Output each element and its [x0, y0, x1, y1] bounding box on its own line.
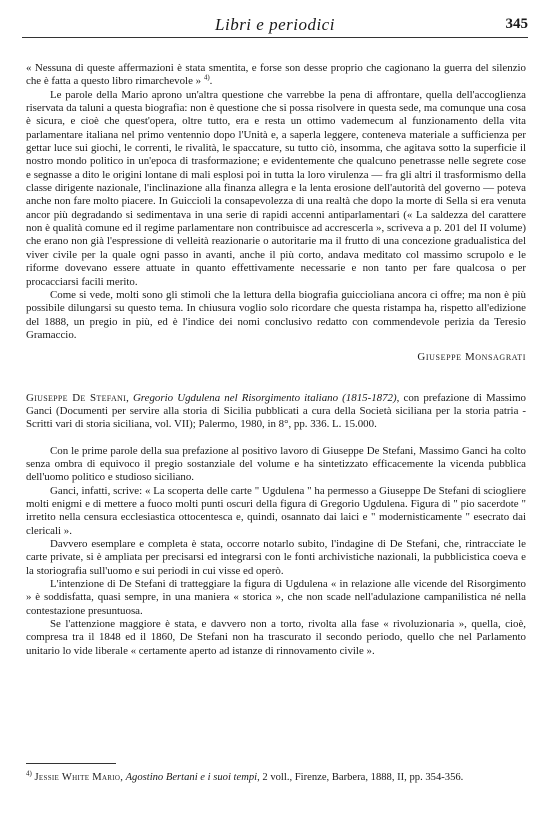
paragraph: Davvero esemplare e completa è stata, occorre notarlo subito, l'indagine di De Stefani, che, rintracciate le carte private, si è ampliata per precisarsi ed integrarsi con le fonti archivistiche nazionali, la pubblicistica coeva e la storiografia sull'uomo e sui periodi in cui visse ed operò. — [26, 538, 526, 577]
footnote-reference: 4) — [203, 73, 210, 82]
running-title: Libri e periodici — [215, 15, 335, 34]
footnote-details: , 2 voll., Firenze, Barbera, 1888, II, pp. 354-356. — [257, 772, 464, 783]
body-text — [26, 62, 526, 658]
paragraph-quote-end: « Nessuna di queste affermazioni è stata smentita, e forse son desse proprio che cagionano la guerra del silenzio che è fatta a questo libro rimarchevole » $^{4)}$. — [26, 62, 526, 88]
paragraph: Come si vede, molti sono gli stimoli che la lettura della biografia guiccioliana ancora ci offre; ma non è più possibile dilungarsi su questo tema. In chiusura voglio solo ricordare che questa ristampa ha, rispetto all'edizione del 1888, un pregio in più, ed è l'indice dei nomi conclusivo redatto con commendevole perizia da Teresio Gramaccio. — [26, 288, 526, 341]
paragraph: Se l'attenzione maggiore è stata, e davvero non a torto, rivolta alla fase « rivoluzionaria », quella, cioè, compresa tra il 1848 ed il 1860, De Stefani non ha trascurato il secondo periodo, quello che nel Parlamento unitario lo vide liberale « certamente aperto ad istanze di rinnovamento civile ». — [26, 618, 526, 657]
paragraph: Con le prime parole della sua prefazione al positivo lavoro di Giuseppe De Stefani, Massimo Ganci ha colto senza ombra di equivoco il pregio sostanziale del volume e ha sintetizzato efficacemente la vicenda pubblica dell'uomo politico e studioso siciliano. — [26, 444, 526, 484]
page-number: 345 — [505, 16, 528, 32]
footnote-divider — [26, 763, 116, 764]
paragraph-text: « Nessuna di queste affermazioni è stata smentita, e forse son desse proprio che cagionano la guerra del silenzio che è fatta a questo libro rimarchevole » — [26, 62, 526, 88]
footnote-author: Jessie White Mario — [34, 772, 121, 783]
paragraph: Ganci, infatti, scrive: « La scoperta delle carte " Ugdulena " ha permesso a Giuseppe De Stefani di sciogliere molti enigmi e di mettere a fuoco molti punti oscuri della figura di Gregorio Ugdulena. Figura di " pio sacerdote " irretito nella censura ecclesiastica ottocentesca e, quindi, osannato dai laici e " modernisticamente " esecrato dai clericali ». — [26, 484, 526, 537]
reviewer-signature: Giuseppe Monsagrati — [417, 351, 526, 364]
review-bibliographic-entry: Giuseppe De Stefani, Gregorio Ugdulena nel Risorgimento italiano (1815-1872), con prefazione di Massimo Ganci (Documenti per servire alla storia di Sicilia pubblicati a cura della Società siciliana per la storia patria - Scritti vari di storia siciliana, vol. VII); Palermo, 1980, in 8°, pp. 336. L. 15.000. — [26, 391, 526, 431]
review-book-title: Gregorio Ugdulena nel Risorgimento italiano (1815-1872) — [132, 391, 397, 404]
footnote-title: Agostino Bertani e i suoi tempi — [125, 772, 258, 783]
footnote-marker: 4) — [26, 769, 32, 778]
footnote: $^{4)}$ Jessie White Mario, Agostino Bertani e i suoi tempi, 2 voll., Firenze, Barbera, 1888, II, pp. 354-356. — [26, 769, 464, 783]
paragraph: L'intenzione di De Stefani di tratteggiare la figura di Ugdulena « in relazione alle vicende del Risorgimento » è soddisfatta, quasi sempre, in una maniera « storica », che non scade nell'adulazione campanilistica né nella contestazione presuntuosa. — [26, 578, 526, 617]
review-book-details: , con prefazione di Massimo Ganci (Documenti per servire alla storia di Sicilia pubblicati a cura della Società siciliana per la storia patria - Scritti vari di storia siciliana, vol. VII); Palermo, 1980, in 8°, pp. 336. L. 15.000. — [26, 391, 526, 431]
paragraph: Le parole della Mario aprono un'altra questione che varrebbe la pena di affrontare, quella dell'accoglienza riservata da taluni a questa biografia: non è questione che si possa risolvere in questa sede, ma comunque una cosa è sicura, e cioè che quest'opera, oltre tutto, era e resta un ottimo vademecum al funzionamento della vita parlamentare italiana nel primo ventennio dopo l'Unità e, a saperla leggere, conteneva materiale a sufficienza per gettar luce sui giochi, le correnti, le rivalità, le spaccature, su tutto ciò, insomma, che agitava sotto la superficie il nostro mondo politico in un'epoca di trasformazione; e evidentemente che qualcuno penetrasse nelle segrete cose e segnasse a dito le origini lontane di mali esplosi poi in tutta la loro virulenza — fra gli altri il trasformismo della classe dirigente nazionale, l'inclinazione alla finanza allegra e la lenta erosione dell'autorità del governo — poteva anche non fare molto piacere. In Guiccioli la consapevolezza di una realtà che dopo la morte di Sella si era venuta ancor più degradando si sedimentava in una serie di rapidi accenni antiparlamentari (« La saldezza del carattere non è qualità comune ed il regime parlamentare non contribuisce ad accrescerla », scriveva a p. 201 del II volume) che erano non già l'espressione di velleità reazionarie o autoritarie ma il frutto di una concezione gradualistica del viver civile per la quale ogni passo in avanti, anche il più corto, andava meditato col massimo scrupolo e le riforme dovevano essere attuate in quanto effettivamente necessarie e non tanto per fare qualcosa o per procacciarsi facili merito. — [26, 88, 526, 288]
page-header — [22, 15, 528, 38]
review-book-author: Giuseppe De Stefani — [26, 391, 127, 404]
